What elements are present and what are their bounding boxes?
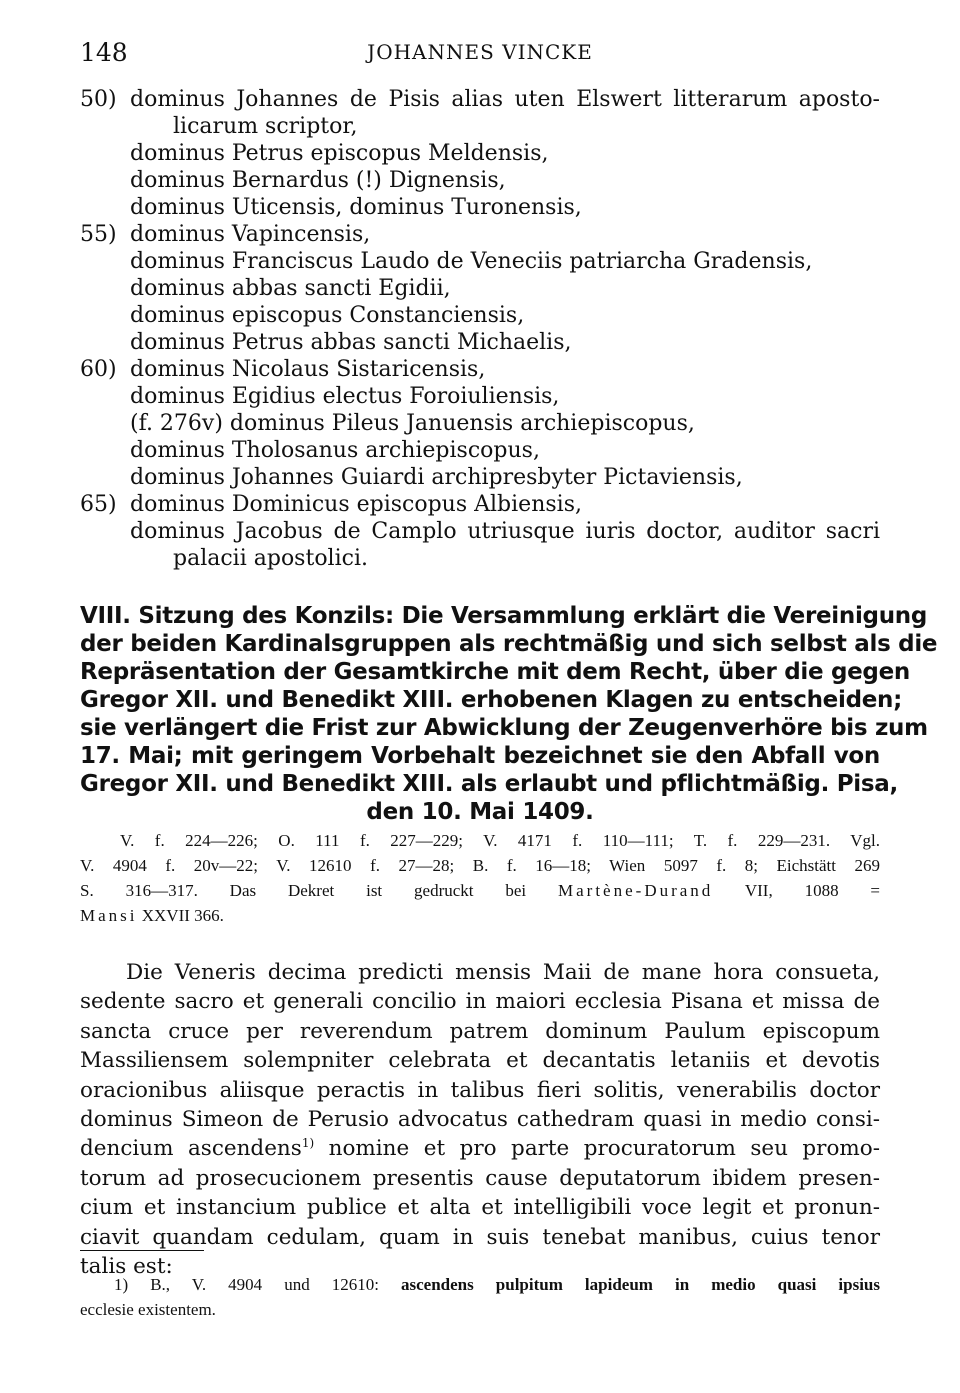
list-text: dominus Johannes de Pisis alias uten Elswert litterarum aposto- <box>130 87 880 112</box>
footnote-bold-text: ascendens pulpitum lapideum in medio quasi ipsius <box>401 1275 880 1294</box>
list-number: 55) <box>80 222 117 247</box>
list-text: dominus Vapincensis, <box>130 222 371 247</box>
running-title: JOHANNES VINCKE <box>367 40 593 64</box>
page-number: 148 <box>80 38 128 67</box>
heading-line: 17. Mai; mit geringem Vorbehalt bezeichnet sie den Abfall von <box>80 743 880 769</box>
body-line: dominus Simeon de Perusio advocatus cathedram quasi in medio consi- <box>80 1106 880 1132</box>
section-heading <box>80 602 938 826</box>
list-text: dominus Egidius electus Foroiuliensis, <box>130 384 560 409</box>
body-line: torum ad prosecucionem presentis cause deputatorum ibidem presen- <box>80 1165 880 1191</box>
list-text: dominus episcopus Constanciensis, <box>130 303 525 328</box>
body-line: dencium ascendens$^{1)}$ nomine et pro parte procuratorum seu promo- <box>80 1136 880 1162</box>
body-line: talis est: <box>80 1253 173 1279</box>
source-line: Mansi XXVII 366. <box>80 906 224 925</box>
source-line: V. f. 224—226; O. 111 f. 227—229; V. 4171 f. 110—111; T. f. 229—231. Vgl. <box>120 831 880 850</box>
list-item <box>80 194 880 221</box>
list-text: dominus Jacobus de Camplo utriusque iuris doctor, auditor sacri <box>130 519 880 544</box>
list-text: dominus Petrus abbas sancti Michaelis, <box>130 330 572 355</box>
body-line: ciavit quandam cedulam, quam in suis tenebat manibus, cuius tenor <box>80 1224 880 1250</box>
heading-line: Gregor XII. und Benedikt XIII. als erlaubt und pflichtmäßig. Pisa, <box>80 771 898 797</box>
footnote <box>80 1272 880 1322</box>
footnote-divider <box>80 1250 204 1251</box>
list-text: (f. 276v) dominus Pileus Januensis archiepiscopus, <box>130 411 695 436</box>
heading-line: Repräsentation der Gesamtkirche mit dem Recht, über die gegen <box>80 659 910 685</box>
heading-line: VIII. Sitzung des Konzils: Die Versammlung erklärt die Vereinigung <box>80 603 928 629</box>
list-item <box>80 113 880 140</box>
list-item <box>80 167 880 194</box>
heading-line: der beiden Kardinalsgruppen als rechtmäßig und sich selbst als die <box>80 631 938 657</box>
footnote-line: ecclesie existentem. <box>80 1300 216 1319</box>
list-item <box>80 518 880 545</box>
list-item <box>80 464 880 491</box>
list-text: dominus Johannes Guiardi archipresbyter Pictaviensis, <box>130 465 743 490</box>
list-text: dominus Nicolaus Sistaricensis, <box>130 357 486 382</box>
list-text: dominus abbas sancti Egidii, <box>130 276 451 301</box>
attendee-list <box>80 86 880 572</box>
list-text: dominus Bernardus (!) Dignensis, <box>130 168 506 193</box>
source-line: V. 4904 f. 20v—22; V. 12610 f. 27—28; B. f. 16—18; Wien 5097 f. 8; Eichstätt 269 <box>80 856 880 875</box>
list-text: dominus Petrus episcopus Meldensis, <box>130 141 549 166</box>
list-item <box>80 545 880 572</box>
spaced-author: Martène-Durand <box>558 881 714 900</box>
list-text: dominus Franciscus Laudo de Veneciis patriarcha Gradensis, <box>130 249 813 274</box>
page-header <box>80 38 880 68</box>
list-item <box>80 140 880 167</box>
list-item <box>80 491 880 518</box>
list-item <box>80 356 880 383</box>
list-item <box>80 86 880 113</box>
list-item <box>80 302 880 329</box>
body-line: cium et instancium publice et alta et intelligibili voce legit et pronun- <box>80 1195 880 1221</box>
list-item <box>80 221 880 248</box>
spaced-author: Mansi <box>80 906 138 925</box>
body-line: Die Veneris decima predicti mensis Maii de mane hora consueta, <box>126 960 880 985</box>
footnote-marker: 1) <box>301 1136 315 1151</box>
source-references <box>80 828 880 928</box>
list-item <box>80 410 880 437</box>
list-text: palacii apostolici. <box>173 546 368 571</box>
body-line: sancta cruce per reverendum patrem dominum Paulum episcopum <box>80 1018 880 1044</box>
body-line: sedente sacro et generali concilio in maiori ecclesia Pisana et missa de <box>80 989 880 1015</box>
list-item <box>80 275 880 302</box>
source-line: S. 316—317. Das Dekret ist gedruckt bei Martène-Durand VII, 1088 = <box>80 881 881 900</box>
footnote-line: 1) B., V. 4904 und 12610: ascendens pulpitum lapideum in medio quasi ipsius <box>114 1275 880 1294</box>
list-item <box>80 383 880 410</box>
list-item <box>80 329 880 356</box>
list-text: dominus Tholosanus archiepiscopus, <box>130 438 540 463</box>
heading-line: Gregor XII. und Benedikt XIII. erhobenen Klagen zu entscheiden; <box>80 687 903 713</box>
list-text: licarum scriptor, <box>173 114 358 139</box>
list-item <box>80 437 880 464</box>
list-item <box>80 248 880 275</box>
body-line: oracionibus aliisque peractis in talibus fieri solitis, venerabilis doctor <box>80 1077 880 1103</box>
body-line: Massiliensem solempniter celebrata et decantatis letaniis et devotis <box>80 1048 880 1074</box>
body-paragraph <box>80 958 880 1281</box>
heading-line: den 10. Mai 1409. <box>366 799 594 825</box>
heading-line: sie verlängert die Frist zur Abwicklung der Zeugenverhöre bis zum <box>80 715 928 741</box>
list-number: 65) <box>80 492 117 517</box>
list-number: 60) <box>80 357 117 382</box>
list-number: 50) <box>80 87 117 112</box>
list-text: dominus Dominicus episcopus Albiensis, <box>130 492 582 517</box>
list-text: dominus Uticensis, dominus Turonensis, <box>130 195 582 220</box>
